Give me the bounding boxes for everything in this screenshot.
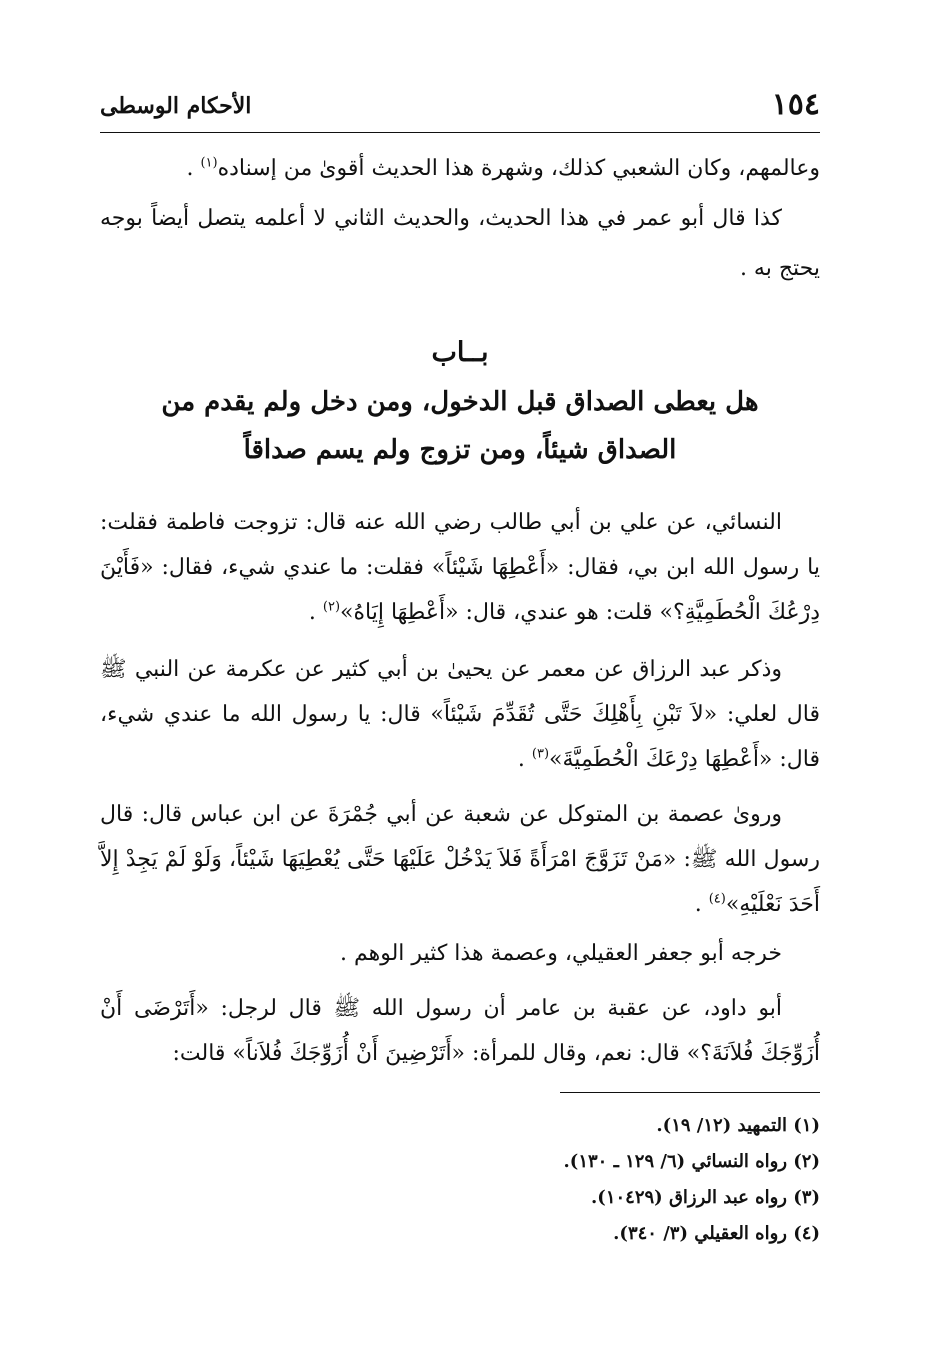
continued-paragraph — [100, 144, 820, 194]
continued-line-end: . — [186, 156, 201, 181]
hadith-paragraph-3 — [100, 792, 820, 927]
chapter-label: بــاب — [431, 337, 489, 368]
footnote-2: (٢) رواه النسائي (٦/ ١٢٩ ـ ١٣٠). — [563, 1151, 820, 1172]
running-title: الأحكام الوسطى — [100, 93, 252, 119]
hadith-end-1: . — [308, 600, 323, 625]
footnote-ref-3: (٣) — [531, 746, 550, 762]
main-text — [100, 500, 820, 1076]
footnote-ref-4: (٤) — [708, 891, 726, 907]
hadith-text-2: وذكر عبد الرزاق عن معمر عن يحيىٰ بن أبي كثير عن عكرمة عن النبي ﷺ قال لعلي: «لاَ تَبْنِ بِأَهْلِكَ حَتَّى تُقَدِّمَ شَيْئاً» قال: يا رسول الله ما عندي شيء، قال: «أَعْطِهَا دِرْعَكَ الْحُطَمِيَّةَ» — [100, 657, 820, 772]
commentary-line: خرجه أبو جعفر العقيلي، وعصمة هذا كثير الوهم . — [340, 941, 782, 966]
footnote-divider — [560, 1092, 820, 1093]
chapter-title-line-2: الصداق شيئاً، ومن تزوج ولم يسم صداقاً — [243, 435, 677, 465]
chapter-title-line-1: هل يعطى الصداق قبل الدخول، ومن دخل ولم يقدم من — [161, 387, 759, 417]
hadith-end-3: . — [694, 892, 709, 917]
running-header — [100, 88, 820, 133]
commentary-paragraph: كذا قال أبو عمر في هذا الحديث، والحديث الثاني لا أعلمه يتصل أيضاً بوجه يحتج به . — [100, 206, 820, 281]
hadith-end-2: . — [517, 747, 532, 772]
footnotes — [100, 1108, 820, 1252]
footnote-1: (١) التمهيد (١٢/ ١٩). — [656, 1115, 820, 1136]
continued-text — [100, 144, 820, 294]
footnote-3: (٣) رواه عبد الرزاق (١٠٤٢٩). — [591, 1187, 820, 1208]
hadith-text-1: النسائي، عن علي بن أبي طالب رضي الله عنه قال: تزوجت فاطمة فقلت: يا رسول الله ابن بي، فقال: «أَعْطِهَا شَيْئاً» فقلت: ما عندي شيء، فقال: «فَأَيْنَ دِرْعُكَ الْحُطَمِيَّةِ؟» قلت: هو عندي، قال: «أَعْطِهَا إِيَاهُ» — [100, 510, 820, 625]
hadith-paragraph-2 — [100, 647, 820, 782]
page-number: ١٥٤ — [771, 87, 820, 122]
hadith-paragraph-5: أبو داود، عن عقبة بن عامر أن رسول الله ﷺ قال لرجل: «أَتَرْضَى أَنْ أُزَوِّجَكَ فُلاَنَةَ؟» قال: نعم، وقال للمرأة: «أَتَرْضِينَ أَنْ أُزَوِّجَكَ فُلاَناً» قالت: — [100, 996, 820, 1066]
chapter-heading — [100, 336, 820, 474]
hadith-paragraph-1 — [100, 500, 820, 635]
footnote-4: (٤) رواه العقيلي (٣/ ٣٤٠). — [613, 1223, 820, 1244]
footnote-ref-1: (١) — [200, 155, 218, 171]
hadith-text-3: وروىٰ عصمة بن المتوكل عن شعبة عن أبي جُمْرَةَ عن ابن عباس قال: قال رسول الله ﷺ: «مَنْ تَزَوَّجَ امْرَأَةً فَلاَ يَدْخُلْ عَلَيْهَا حَتَّى يُعْطِيَهَا شَيْئاً، وَلَوْ لَمْ يَجِدْ إِلاَّ أَحَدَ نَعْلَيْهِ» — [100, 802, 820, 917]
footnote-ref-2: (٢) — [322, 599, 341, 615]
continued-line: وعالمهم، وكان الشعبي كذلك، وشهرة هذا الحديث أقوىٰ من إسناده — [217, 156, 820, 181]
